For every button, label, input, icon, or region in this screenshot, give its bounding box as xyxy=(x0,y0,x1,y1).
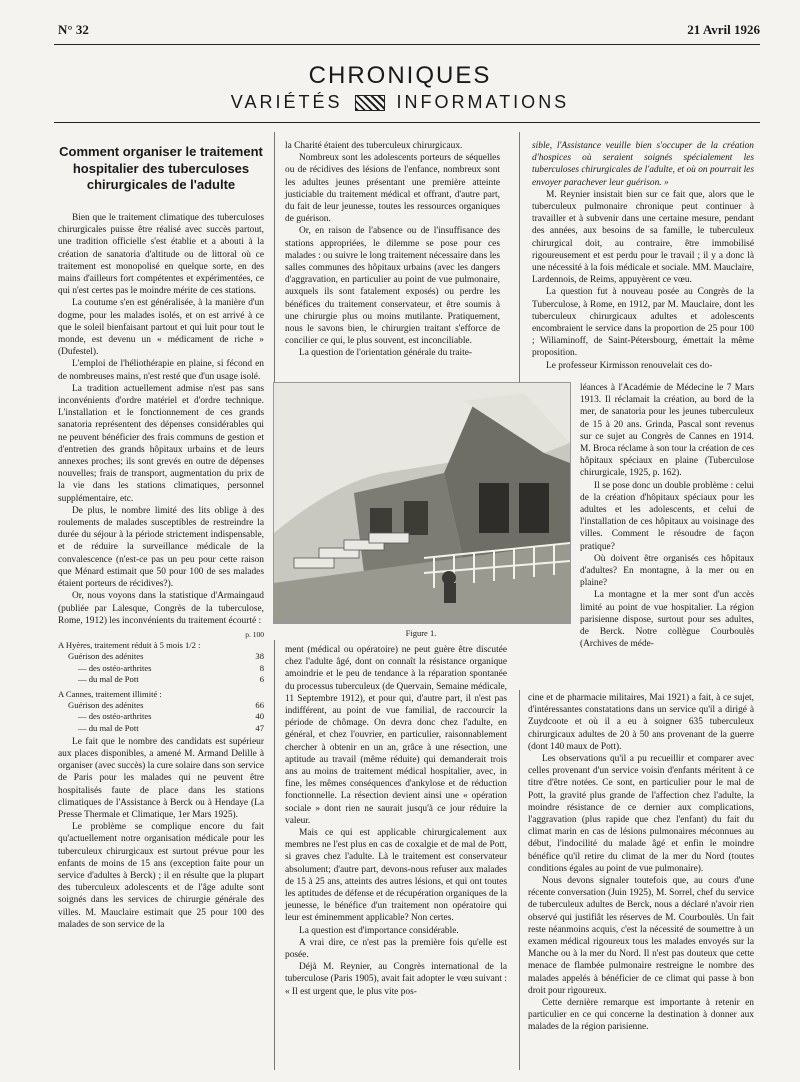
paragraph: La question fut à nouveau posée au Congrès de la Tuberculose, à Rome, en 1912, par M. Mauclaire, dont les tuberculeux chirurgicaux adultes et adolescents encombraient le service dans la proportion de 25 pour 100 ; Wiliaminoff, de Saint-Pétersbourg, émettait la même proposition. xyxy=(532,287,754,359)
table-group-heading: A Cannes, traitement illimité : xyxy=(58,688,162,699)
ornament-icon xyxy=(355,95,385,111)
issue-number: N° 32 xyxy=(58,22,89,37)
column-3-middle xyxy=(580,382,754,650)
paragraph: Nous devons signaler toutefois que, au cours d'une récente conversation (Juin 1925), M. Sorrel, chef du service de tuberculeux adultes de Berck, nous a déclaré n'avoir rien observé qui justifiât les réserves de M. Courboulès. Un fait reste néanmoins acquis, c'est la nécessité de soumettre à un examen médical rigoureux tous les malades envoyés sur la Manche ou à la mer du Nord. Il n'est pas douteux que cette menace de flambée pulmonaire restreigne le nombre des malades appelés à bénéficier de ce climat qui passe à bon droit pour rigoureux. xyxy=(528,876,754,996)
paragraph: Les observations qu'il a pu recueillir et comparer avec celles provenant d'un service voisin d'enfants méritent à ce titre d'être notées. Ce sont, en particulier pour le mal de Pott, la gravité plus grande de l'affection chez l'adulte, la moindre résistance de ce dernier aux complications, l'aggravation (plus rapide que chez l'enfant) du fait du climat marin en cas de lésions pulmonaires méconnues au début, l'indocilité du malade âgé et enfin le moindre bénéfice qu'il retire du climat de la mer du Nord (toutes conditions égales au point de vue pulmonaire). xyxy=(528,754,754,874)
table-group-heading: A Hyères, traitement réduit à 5 mois 1/2 : xyxy=(58,640,201,651)
paragraph: Bien que le traitement climatique des tuberculoses chirurgicales puisse être réalisé avec succès partout, une tradition officielle s'est établie et a abouti à la création de sanatoria d'altitude ou de littoral où ce traitement est monopolisé en quelque sorte, en des mains d'ailleurs fort compétentes et expérimentées, ce qui n'est certes pas le moindre mérite de ces stations. xyxy=(58,213,264,297)
article-title: Comment organiser le traitement hospitalier des tuberculoses chirurgicales de l'adulte xyxy=(59,144,263,192)
paragraph: la Charité étaient des tuberculeux chirurgicaux. xyxy=(285,141,463,151)
paragraph: A vrai dire, ce n'est pas la première fois qu'elle est posée. xyxy=(285,937,507,961)
table-unit: p. 100 xyxy=(245,629,264,639)
table-row: — des ostéo-arthrites 8 xyxy=(78,662,264,673)
table-row: Guérison des adénites 66 xyxy=(68,700,264,711)
paragraph: Mais ce qui est applicable chirurgicalement aux membres ne l'est plus en cas de coxalgie et de mal de Pott, si graves chez l'adulte. Là le traitement est conservateur absolument; d'autre part, devons-nous refuser aux malades de 15 à 25 ans, atteints des autres lésions, et qui ont toutes les aptitudes de défense et de récupération organiques de la jeunesse, le bénéfice d'un traitement non opératoire qui leur est éminemment applicable? Non certes. xyxy=(285,828,507,924)
column-3-top xyxy=(532,140,754,372)
masthead-subtitle xyxy=(0,92,800,113)
column-2-top xyxy=(285,140,500,360)
paragraph: Le problème se complique encore du fait qu'actuellement notre organisation médicale pour les tuberculeux chirurgicaux est surtout prévue pour les enfants de moins de 15 ans (exception faite pour un service d'adultes à Berck) ; il en résulte que la plupart des tuberculeux adolescents et de l'âge adulte sont soignés dans les services de chirurgie générale des villes. M. Mauclaire estimait que 25 pour 100 des malades de son service de la xyxy=(58,822,264,930)
paragraph: La question est d'importance considérable. xyxy=(299,925,459,936)
column-divider xyxy=(274,640,275,1070)
column-2-bottom xyxy=(285,644,507,998)
figure-photo-hospital-pavilion xyxy=(273,382,571,624)
column-3-bottom xyxy=(528,692,754,1034)
paragraph: ment (médical ou opératoire) ne peut guère être discutée chez l'adulte âgé, dont on connaît la résistance organique amoindrie et le peu de tendance à la réparation spontanée du processus tuberculeux (de Quervain, Semaine médicale, 11 Septembre 1912), et pour qui, d'autre part, il n'est pas indifférent, au point de vue familial, de raccourcir la période de chômage. On devra donc chez l'adulte, en général, et chez l'ouvrier, en particulier, raisonnablement chercher à obtenir en un an, grâce à une résection, une aptitude au travail (même réduite) qui demanderait trois ans au moins de traitement médical hospitalier, avec, in fine, les mêmes conséquences d'ankylose et de réduction fonctionnelle. La résection devient ainsi une « opération sociale » dont rien ne saurait jusqu'à ce jour réduire la valeur. xyxy=(285,645,507,826)
masthead-chroniques: CHRONIQUES xyxy=(308,62,492,89)
paragraph: cine et de pharmacie militaires, Mai 1921) a fait, à ce sujet, d'intéressantes constatations dans un service qu'il a dirigé à Zuydcoote et où il a eu à soigner 635 tuberculeux chirurgicaux adultes de 20 à 50 ans provenant de la guerre (dont 140 maux de Pott). xyxy=(528,693,754,752)
column-divider xyxy=(519,132,520,382)
paragraph: La question de l'orientation générale du traite- xyxy=(299,348,472,359)
paragraph: L'emploi de l'héliothérapie en plaine, si fécond en de nombreuses mains, n'est resté que d'un usage isolé. xyxy=(58,359,264,382)
paragraph: Or, en raison de l'absence ou de l'insuffisance des stations appropriées, le dilemme se pose pour ces malades : ou suivre le long traitement nécessaire dans les salles communes des hôpitaux urbains (avec les dangers d'aggravation, en particulier au point de vue pulmonaire, auxquels ils sont fatalement exposés) ou perdre les bénéfices du traitement conservateur, et être soumis à une chirurgie plus ou moins mutilante. Pratiquement, nous le savons bien, le chirurgien traitant s'efforce de concilier ce qui, le plus souvent, est inconciliable. xyxy=(285,226,500,347)
column-1 xyxy=(58,212,264,931)
paragraph: Il se pose donc un double problème : celui de la création d'hôpitaux spéciaux pour les adultes et les adolescents, et celui de l'installation de ces hôpitaux au voisinage des villes. Comment le résoudre de façon pratique? xyxy=(580,480,754,552)
issue-date: 21 Avril 1926 xyxy=(687,22,760,37)
masthead-rule xyxy=(54,122,760,123)
paragraph: La montagne et la mer sont d'un accès limité au point de vue hospitalier. La région parisienne dispose, surtout pour ses adultes, de Berck. Notre collègue Courboulès (Archives de méde- xyxy=(580,590,754,650)
paragraph: léances à l'Académie de Médecine le 7 Mars 1913. Il réclamait la création, au bord de la mer, de sanatoria pour les jeunes tuberculeux de 15 à 20 ans. Grinda, Pascal sont revenus sur ce sujet au Congrès de Cannes en 1914. M. Broca réclame à son tour la création de ces hôpitaux spéciaux en plaine (Tuberculose chirurgicale, 1925, p. 162). xyxy=(580,383,754,479)
paragraph: sible, l'Assistance veuille bien s'occuper de la création d'hospices où seraient soignés spécialement les tuberculoses chirurgicales de l'adulte, et où on pourrait les envoyer parachever leur guérison. » xyxy=(532,141,754,188)
table-row: — du mal de Pott 47 xyxy=(78,722,264,733)
paragraph: Le fait que le nombre des candidats est supérieur aux places disponibles, a amené M. Armand Delille à organiser (avec succès) la cure solaire dans son service de Paris pour les malades qui ne peuvent être hospitalisés faute de place dans les stations climatiques de l'Assistance à Berck ou à Hendaye (La Presse Thermale et Climatique, 1er Mars 1925). xyxy=(58,736,264,820)
top-rule xyxy=(54,44,760,45)
column-divider xyxy=(519,690,520,1070)
table-row: — du mal de Pott 6 xyxy=(78,673,264,684)
paragraph: La tradition actuellement admise n'est pas sans inconvénients d'ordre matériel et d'ordre technique. L'installation et le fonctionnement de ces grands sanatoria représentent des dépenses considérables qui ne peuvent bénéficier des frais communs de gestion et d'entretien des grands hôpitaux urbains et de leurs annexes proches; ils sont grevés en outre de dépenses nouvelles; frais de transport, augmentation du prix de la vie dans les stations climatiques, personnel supplémentaire, etc. xyxy=(58,383,264,504)
paragraph: De plus, le nombre limité des lits oblige à des roulements de malades susceptibles de restreindre la durée du séjour à la période strictement indispensable, et de réduire la surveillance médicale de la convalescence (n'est-ce pas un peu pour cette raison que Ménard estimait que 50 pour 100 de ses malades étaient porteurs de récidives?). xyxy=(58,505,264,590)
table-row: Guérison des adénites 38 xyxy=(68,651,264,662)
paragraph: Où doivent être organisés ces hôpitaux d'adultes? En montagne, à la mer ou en plaine? xyxy=(580,553,754,589)
paragraph: Le professeur Kirmisson renouvelait ces do- xyxy=(546,360,713,371)
column-divider xyxy=(274,132,275,382)
photo-illustration xyxy=(274,383,570,623)
masthead-varietes: VARIÉTÉS xyxy=(230,92,343,112)
paragraph: Or, nous voyons dans la statistique d'Armaingaud (publiée par Lalesque, Congrès de la tuberculose, Rome, 1912) les inconvénients du traitement écourté : xyxy=(58,591,264,626)
statistics-table xyxy=(58,629,264,734)
paragraph: M. Reynier insistait bien sur ce fait que, alors que le tuberculeux pulmonaire chronique peut continuer à travailler et à subvenir dans une certaine mesure, pendant des années, aux besoins de sa famille, le tuberculeux chirurgical doit, au contraire, être immobilisé rigoureusement et est perdu pour le travail ; il y a donc là une nécessité à la fois médicale et sociale. MM. Mauclaire, Lardennois, de Reims, appuyèrent ce vœu. xyxy=(532,189,754,286)
figure-caption: Figure 1. xyxy=(405,628,437,638)
paragraph: Déjà M. Reynier, au Congrès international de la tuberculose (Paris 1905), avait fait adopter le vœu suivant : « Il est urgent que, le plus vite pos- xyxy=(285,962,507,997)
paragraph: Cette dernière remarque est importante à retenir en particulier en ce qui concerne la destination à donner aux malades de la région parisienne. xyxy=(528,998,754,1033)
table-row: — des ostéo-arthrites 40 xyxy=(78,711,264,722)
masthead-informations: INFORMATIONS xyxy=(396,92,570,112)
paragraph: La coutume s'en est généralisée, à la manière d'un dogme, pour les malades isolés, et on est arrivé à ce que le soleil bienfaisant partout et qui luit pour tout le monde, est devenu un « médicament de riche » (Dufestel). xyxy=(58,298,264,358)
paragraph: Nombreux sont les adolescents porteurs de séquelles ou de récidives des lésions de l'enfance, nombreux sont les adultes jeunes présentant une première atteinte justiciable du traitement médical et offrant, d'autre part, du fait de leur jeunesse, toutes les ressources organiques de guérison. xyxy=(285,153,500,225)
